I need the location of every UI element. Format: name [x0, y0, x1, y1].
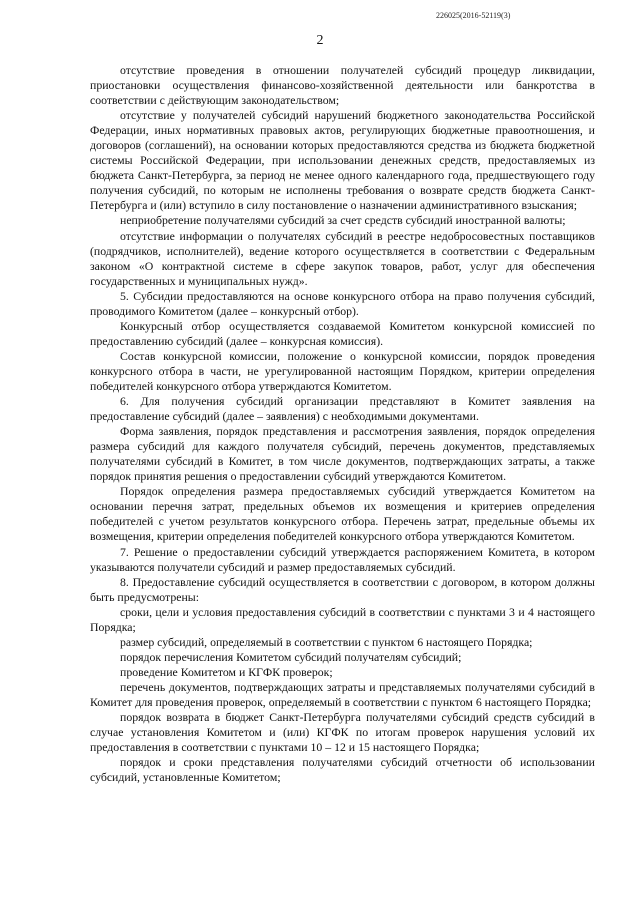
paragraph: Форма заявления, порядок представления и рассмотрения заявления, порядок определения размера субсидий для каждого получателя субсидий, перечень документов, представляемых получателями субсидий в Комитет, в том числе документов, подтверждающих затраты, а также порядок принятия решения о предоставлении субсидий утверждаются Комитетом. — [90, 424, 595, 484]
paragraph: перечень документов, подтверждающих затраты и представляемых получателями субсидий в Комитет для проведения проверок, определяемый в соответствии с пунктом 6 настоящего Порядка; — [90, 679, 595, 709]
paragraph: 8. Предоставление субсидий осуществляется в соответствии с договором, в котором должны быть предусмотрены: — [90, 574, 595, 604]
document-body — [90, 63, 595, 785]
paragraph: сроки, цели и условия предоставления субсидий в соответствии с пунктами 3 и 4 настоящего Порядка; — [90, 604, 595, 634]
paragraph: 7. Решение о предоставлении субсидий утверждается распоряжением Комитета, в котором указываются получатели субсидий и размер предоставляемых субсидий. — [90, 544, 595, 574]
paragraph: проведение Комитетом и КГФК проверок; — [120, 664, 333, 679]
paragraph: Порядок определения размера предоставляемых субсидий утверждается Комитетом на основании перечня затрат, предельных объемов их возмещения и критериев определения победителей с учетом результатов конкурсного отбора. Перечень затрат, предельные объемы их возмещения, критерии определения победителей конкурсного отбора утверждаются Комитетом. — [90, 484, 595, 544]
paragraph: порядок и сроки представления получателями субсидий отчетности об использовании субсидий, установленные Комитетом; — [90, 755, 595, 785]
paragraph: Состав конкурсной комиссии, положение о конкурсной комиссии, порядок проведения конкурсного отбора в части, не урегулированной настоящим Порядком, критерии определения победителей конкурсного отбора утверждаются Комитетом. — [90, 348, 595, 393]
document-registration-number: 226025(2016-52119(3) — [436, 11, 511, 20]
page-number: 2 — [316, 33, 324, 48]
paragraph: отсутствие у получателей субсидий нарушений бюджетного законодательства Российской Федерации, иных нормативных правовых актов, регулирующих бюджетные правоотношения, и договоров (соглашений), на основании которых предоставляются средства из бюджета бюджетной системы Российской Федерации, при использовании денежных средств, предоставляемых из бюджета Санкт-Петербурга, за период не менее одного календарного года, предшествующего году получения субсидий, по которым не исполнены требования о возврате средств бюджета Санкт-Петербурга и (или) вступило в силу постановление о назначении административного взыскания; — [90, 108, 595, 213]
paragraph: порядок возврата в бюджет Санкт-Петербурга получателями субсидий средств субсидий в случае установления Комитетом и (или) КГФК по итогам проверок нарушения условий их предоставления в соответствии с пунктами 10 – 12 и 15 настоящего Порядка; — [90, 710, 595, 755]
paragraph: размер субсидий, определяемый в соответствии с пунктом 6 настоящего Порядка; — [120, 634, 533, 649]
paragraph: отсутствие проведения в отношении получателей субсидий процедур ликвидации, приостановки осуществления финансово-хозяйственной деятельности или банкротства в соответствии с действующим законодательством; — [90, 63, 595, 108]
paragraph: Конкурсный отбор осуществляется создаваемой Комитетом конкурсной комиссией по предоставлению субсидий (далее – конкурсная комиссия). — [90, 318, 595, 348]
paragraph: 6. Для получения субсидий организации представляют в Комитет заявления на предоставление субсидий (далее – заявления) с необходимыми документами. — [90, 394, 595, 424]
paragraph: отсутствие информации о получателях субсидий в реестре недобросовестных поставщиков (подрядчиков, исполнителей), ведение которого осуществляется в соответствии с Федеральным законом «О контрактной системе в сфере закупок товаров, работ, услуг для обеспечения государственных и муниципальных нужд». — [90, 228, 595, 288]
paragraph: 5. Субсидии предоставляются на основе конкурсного отбора на право получения субсидий, проводимого Комитетом (далее – конкурсный отбор). — [90, 288, 595, 318]
paragraph: неприобретение получателями субсидий за счет средств субсидий иностранной валюты; — [120, 213, 566, 228]
paragraph: порядок перечисления Комитетом субсидий получателям субсидий; — [120, 649, 462, 664]
